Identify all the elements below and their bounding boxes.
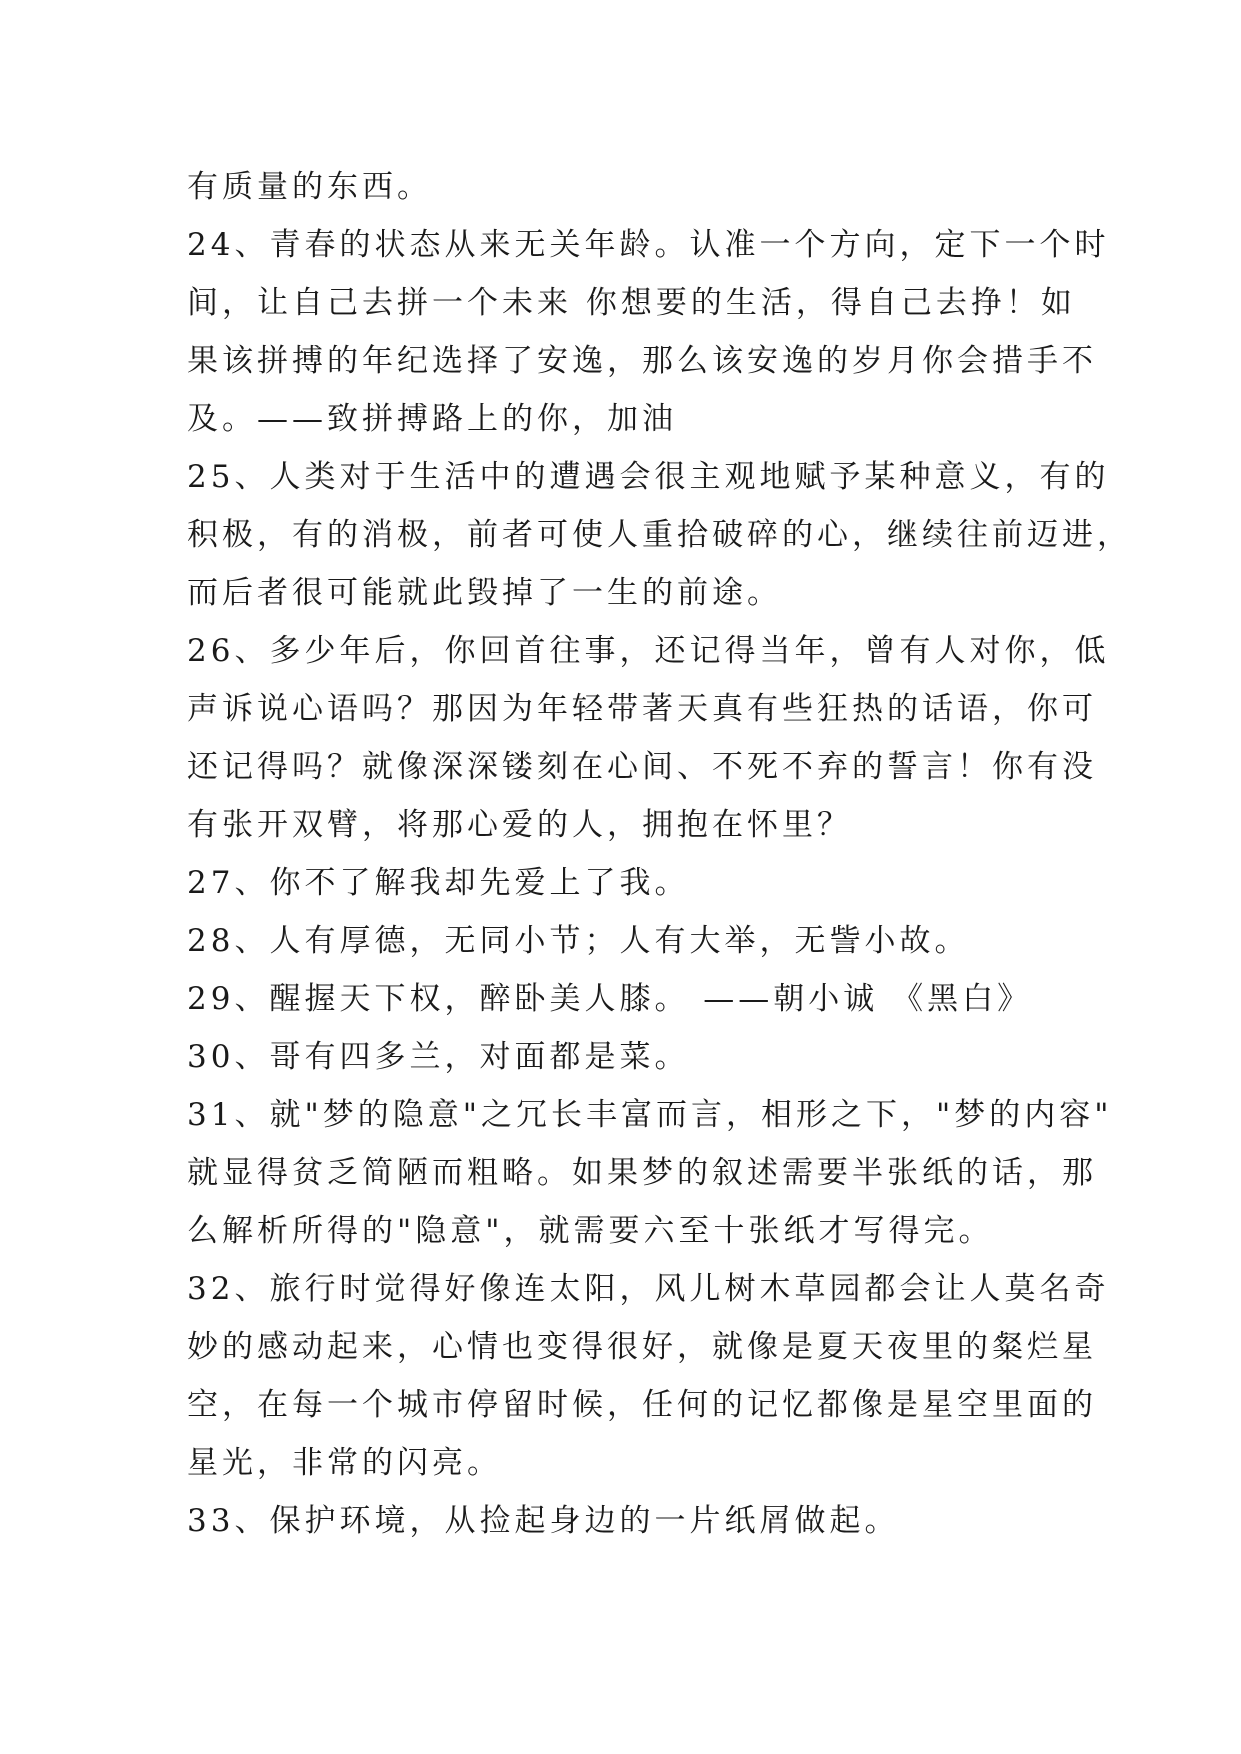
- text-line: 有张开双臂，将那心爱的人，拥抱在怀里？: [187, 807, 852, 843]
- text-line: 33、保护环境，从捡起身边的一片纸屑做起。: [187, 1503, 900, 1539]
- text-line: 么解析所得的"隐意"，就需要六至十张纸才写得完。: [187, 1213, 994, 1249]
- text-line: 而后者很可能就此毁掉了一生的前途。: [187, 575, 782, 611]
- text-line: 妙的感动起来，心情也变得很好，就像是夏天夜里的粲烂星: [187, 1329, 1097, 1365]
- text-line: 果该拼搏的年纪选择了安逸，那么该安逸的岁月你会措手不: [187, 343, 1097, 379]
- text-line: 32、旅行时觉得好像连太阳，风儿树木草园都会让人莫名奇: [187, 1271, 1110, 1307]
- text-line: 间，让自己去拼一个未来 你想要的生活，得自己去挣！如: [187, 285, 1076, 321]
- text-line: 及。——致拼搏路上的你，加油: [187, 401, 677, 437]
- text-line: 空，在每一个城市停留时候，任何的记忆都像是星空里面的: [187, 1387, 1097, 1423]
- text-line: 星光，非常的闪亮。: [187, 1445, 502, 1481]
- text-line: 28、人有厚德，无同小节；人有大举，无訾小故。: [187, 923, 970, 959]
- document-body: [187, 158, 1132, 1550]
- text-line: 25、人类对于生活中的遭遇会很主观地赋予某种意义，有的: [187, 459, 1110, 495]
- text-line: 30、哥有四多兰，对面都是菜。: [187, 1039, 690, 1075]
- text-line: 27、你不了解我却先爱上了我。: [187, 865, 690, 901]
- text-line: 29、醒握天下权，醉卧美人膝。 ——朝小诚 《黑白》: [187, 981, 1033, 1017]
- text-line: 声诉说心语吗？那因为年轻带著天真有些狂热的话语，你可: [187, 691, 1097, 727]
- text-line: 24、青春的状态从来无关年龄。认准一个方向，定下一个时: [187, 227, 1110, 263]
- text-line: 还记得吗？就像深深镂刻在心间、不死不弃的誓言！你有没: [187, 749, 1097, 785]
- text-line: 有质量的东西。: [187, 169, 432, 205]
- text-line: 就显得贫乏简陋而粗略。如果梦的叙述需要半张纸的话，那: [187, 1155, 1097, 1191]
- text-line: 积极，有的消极，前者可使人重拾破碎的心，继续往前迈进，: [187, 517, 1132, 553]
- text-line: 26、多少年后，你回首往事，还记得当年，曾有人对你，低: [187, 633, 1110, 669]
- text-line: 31、就"梦的隐意"之冗长丰富而言，相形之下，"梦的内容": [187, 1097, 1113, 1133]
